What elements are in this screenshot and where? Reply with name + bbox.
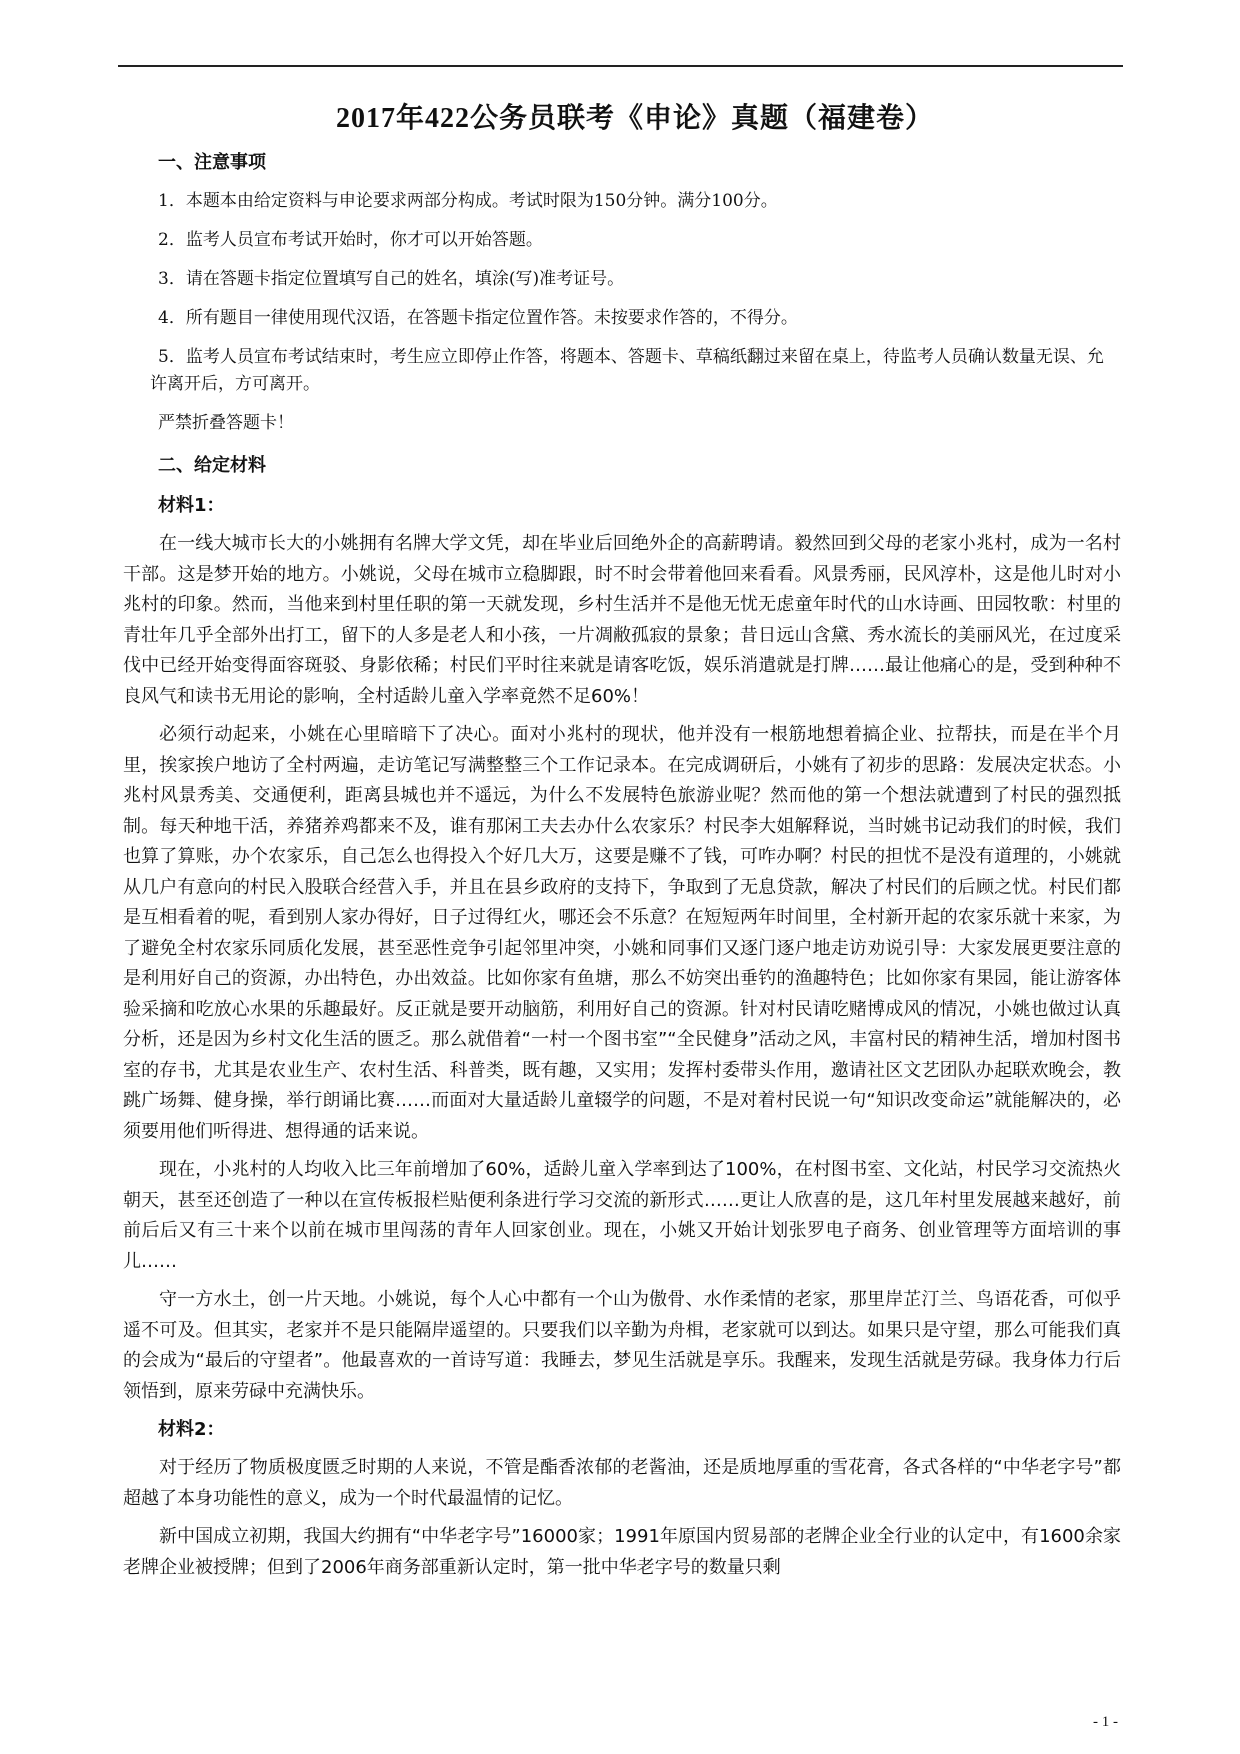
- material-2-title: 材料2：: [158, 1419, 225, 1440]
- note-item: 4．所有题目一律使用现代汉语，在答题卡指定位置作答。未按要求作答的，不得分。: [158, 308, 798, 328]
- note-item: 2．监考人员宣布考试开始时，你才可以开始答题。: [158, 230, 543, 250]
- header-rule: [118, 65, 1123, 67]
- material-1-paragraph: 在一线大城市长大的小姚拥有名牌大学文凭，却在毕业后回绝外企的高薪聘请。毅然回到父母的老家小兆村，成为一名村干部。这是梦开始的地方。小姚说，父母在城市立稳脚跟，时不时会带着他回来看看。风景秀丽，民风淳朴，这是他儿时对小兆村的印象。然而，当他来到村里任职的第一天就发现，乡村生活并不是他无忧无虑童年时代的山水诗画、田园牧歌：村里的青壮年几乎全部外出打工，留下的人多是老人和小孩，一片凋敝孤寂的景象；昔日远山含黛、秀水流长的美丽风光，在过度采伐中已经开始变得面容斑驳、身影依稀；村民们平时往来就是请客吃饭，娱乐消遣就是打牌……最让他痛心的是，受到种种不良风气和读书无用论的影响，全村适龄儿童入学率竟然不足60%！: [123, 533, 1121, 707]
- material-2-paragraph: 新中国成立初期，我国大约拥有“中华老字号”16000家；1991年原国内贸易部的老牌企业全行业的认定中，有1600余家老牌企业被授牌；但到了2006年商务部重新认定时，第一批中华老字号的数量只剩: [123, 1526, 1121, 1578]
- note-item: 1．本题本由给定资料与申论要求两部分构成。考试时限为150分钟。满分100分。: [158, 191, 778, 211]
- material-1-paragraph: 守一方水土，创一片天地。小姚说，每个人心中都有一个山为傲骨、水作柔情的老家，那里岸芷汀兰、鸟语花香，可似乎遥不可及。但其实，老家并不是只能隔岸遥望的。只要我们以辛勤为舟楫，老家就可以到达。如果只是守望，那么可能我们真的会成为“最后的守望者”。他最喜欢的一首诗写道：我睡去，梦见生活就是享乐。我醒来，发现生活就是劳碌。我身体力行后领悟到，原来劳碌中充满快乐。: [123, 1289, 1121, 1402]
- section-heading-materials: 二、给定材料: [158, 455, 266, 476]
- material-1-paragraph: 必须行动起来，小姚在心里暗暗下了决心。面对小兆村的现状，他并没有一根筋地想着搞企业、拉帮扶，而是在半个月里，挨家挨户地访了全村两遍，走访笔记写满整整三个工作记录本。在完成调研后，小姚有了初步的思路：发展决定状态。小兆村风景秀美、交通便利，距离县城也并不遥远，为什么不发展特色旅游业呢？然而他的第一个想法就遭到了村民的强烈抵制。每天种地干活，养猪养鸡都来不及，谁有那闲工夫去办什么农家乐？村民李大姐解释说，当时姚书记动我们的时候，我们也算了算账，办个农家乐，自己怎么也得投入个好几大万，这要是赚不了钱，可咋办啊？村民的担忧不是没有道理的，小姚就从几户有意向的村民入股联合经营入手，并且在县乡政府的支持下，争取到了无息贷款，解决了村民们的后顾之忧。村民们都是互相看着的呢，看到别人家办得好，日子过得红火，哪还会不乐意？在短短两年时间里，全村新开起的农家乐就十来家，为了避免全村农家乐同质化发展，甚至恶性竞争引起邻里冲突，小姚和同事们又逐门逐户地走访劝说引导：大家发展更要注意的是利用好自己的资源，办出特色，办出效益。比如你家有鱼塘，那么不妨突出垂钓的渔趣特色；比如你家有果园，能让游客体验采摘和吃放心水果的乐趣最好。反正就是要开动脑筋，利用好自己的资源。针对村民请吃赌博成风的情况，小姚也做过认真分析，还是因为乡村文化生活的匮乏。那么就借着“一村一个图书室”“全民健身”活动之风，丰富村民的精神生活，增加村图书室的存书，尤其是农业生产、农村生活、科普类，既有趣，又实用；发挥村委带头作用，邀请社区文艺团队办起联欢晚会，教跳广场舞、健身操，举行朗诵比赛……而面对大量适龄儿童辍学的问题，不是对着村民说一句“知识改变命运”就能解决的，必须要用他们听得进、想得通的话来说。: [123, 724, 1121, 1142]
- warning-text: 严禁折叠答题卡！: [158, 413, 294, 433]
- material-2-paragraph: 对于经历了物质极度匮乏时期的人来说，不管是酯香浓郁的老酱油，还是质地厚重的雪花膏，各式各样的“中华老字号”都超越了本身功能性的意义，成为一个时代最温情的记忆。: [123, 1457, 1121, 1509]
- note-item: 3．请在答题卡指定位置填写自己的姓名，填涂(写)准考证号。: [158, 269, 625, 289]
- note-item: 5．监考人员宣布考试结束时，考生应立即停止作答，将题本、答题卡、草稿纸翻过来留在桌上，待监考人员确认数量无误、允许离开后，方可离开。: [150, 347, 1104, 394]
- page-number: - 1 -: [1093, 1714, 1118, 1730]
- document-title: 2017年422公务员联考《申论》真题（福建卷）: [335, 103, 934, 134]
- material-1-paragraph: 现在，小兆村的人均收入比三年前增加了60%，适龄儿童入学率到达了100%，在村图书室、文化站，村民学习交流热火朝天，甚至还创造了一种以在宣传板报栏贴便利条进行学习交流的新形式……更让人欣喜的是，这几年村里发展越来越好，前前后后又有三十来个以前在城市里闯荡的青年人回家创业。现在，小姚又开始计划张罗电子商务、创业管理等方面培训的事儿……: [123, 1159, 1121, 1272]
- section-heading-notes: 一、注意事项: [158, 152, 266, 173]
- document-page: [123, 96, 1121, 1591]
- material-1-title: 材料1：: [158, 495, 225, 516]
